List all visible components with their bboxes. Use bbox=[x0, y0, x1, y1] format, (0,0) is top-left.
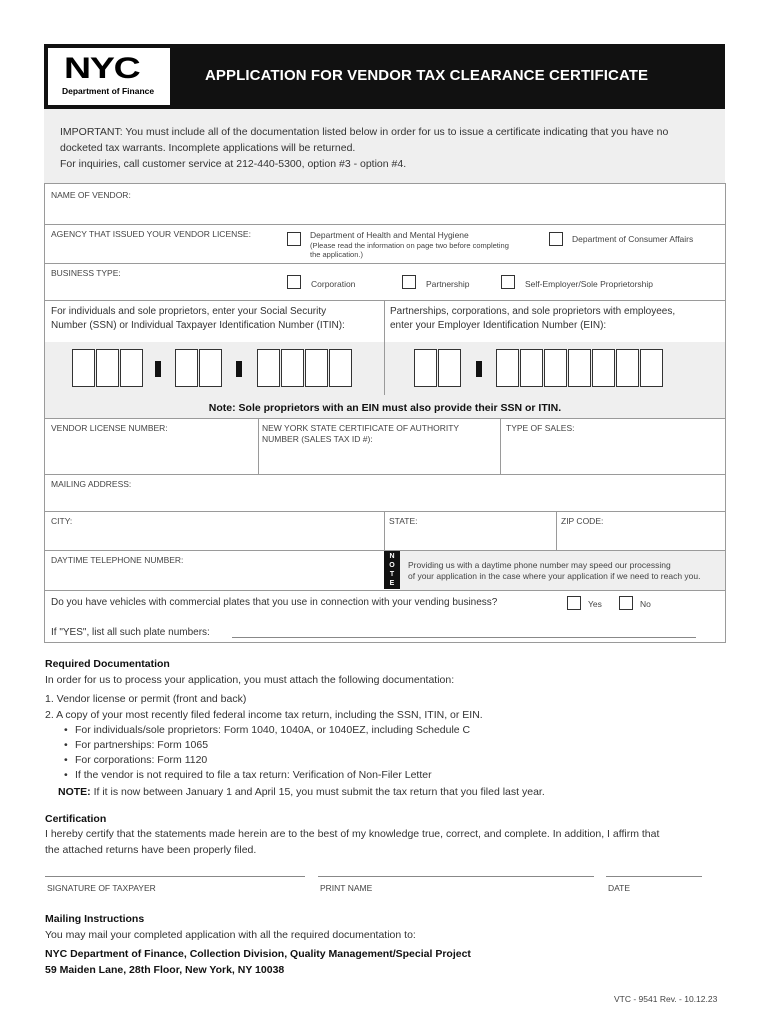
required-bullet: For corporations: Form 1120 bbox=[75, 754, 208, 766]
ssn-digit[interactable] bbox=[175, 349, 198, 387]
bullet-dot: • bbox=[64, 724, 68, 736]
logo-department: Department of Finance bbox=[62, 86, 155, 96]
partnership-checkbox[interactable] bbox=[402, 275, 416, 289]
city-label: CITY: bbox=[51, 516, 73, 526]
ssn-digit[interactable] bbox=[120, 349, 143, 387]
note-letter: E bbox=[389, 580, 395, 587]
note-letter: N bbox=[389, 553, 395, 560]
mailing-address-2: 59 Maiden Lane, 28th Floor, New York, NY 10038 bbox=[45, 964, 285, 976]
ssn-digit[interactable] bbox=[96, 349, 119, 387]
print-name-field[interactable] bbox=[318, 876, 594, 877]
divider bbox=[384, 511, 385, 550]
sole-proprietor-label: Self-Employer/Sole Proprietorship bbox=[525, 279, 654, 289]
required-heading: Required Documentation bbox=[45, 658, 170, 670]
note-text: If it is now between January 1 and April 15, you must submit the tax return that you filed last year. bbox=[90, 786, 545, 798]
ssn-digit[interactable] bbox=[199, 349, 222, 387]
divider bbox=[258, 418, 259, 474]
vendor-license-label: VENDOR LICENSE NUMBER: bbox=[51, 423, 168, 433]
ssn-instruction-2: Number (SSN) or Individual Taxpayer Identification Number (ITIN): bbox=[51, 320, 345, 331]
sole-proprietor-checkbox[interactable] bbox=[501, 275, 515, 289]
required-note bbox=[58, 785, 545, 799]
mailing-heading: Mailing Instructions bbox=[45, 913, 145, 925]
phone-note-2: of your application in the case where your application if we need to reach you. bbox=[408, 571, 701, 581]
plates-label: If "YES", list all such plate numbers: bbox=[51, 627, 210, 638]
signature-field[interactable] bbox=[45, 876, 305, 877]
name-of-vendor-field[interactable] bbox=[45, 201, 725, 223]
required-item-2: 2. A copy of your most recently filed federal income tax return, including the SSN, ITIN, or EIN. bbox=[45, 709, 483, 721]
date-field[interactable] bbox=[606, 876, 702, 877]
divider bbox=[384, 342, 385, 395]
certification-line-2: the attached returns have been properly filed. bbox=[45, 844, 257, 856]
important-line-1: IMPORTANT: You must include all of the documentation listed below in order for us to issue a certificate indicating that you have no bbox=[60, 126, 669, 138]
ein-digit[interactable] bbox=[496, 349, 519, 387]
vehicles-no-checkbox[interactable] bbox=[619, 596, 633, 610]
ssn-separator bbox=[236, 361, 242, 377]
vehicles-yes-label: Yes bbox=[588, 599, 602, 609]
ssn-digit[interactable] bbox=[72, 349, 95, 387]
ein-digit[interactable] bbox=[414, 349, 437, 387]
mailing-line: You may mail your completed application with all the required documentation to: bbox=[45, 929, 416, 941]
dca-label: Department of Consumer Affairs bbox=[572, 234, 694, 244]
ssn-digit[interactable] bbox=[281, 349, 304, 387]
bullet-dot: • bbox=[64, 739, 68, 751]
ssn-digit[interactable] bbox=[305, 349, 328, 387]
dohmh-label: Department of Health and Mental Hygiene bbox=[310, 230, 469, 240]
note-letter: O bbox=[389, 562, 395, 569]
divider bbox=[44, 474, 726, 475]
note-tag bbox=[384, 551, 400, 589]
print-name-label: PRINT NAME bbox=[320, 883, 373, 893]
required-bullet: For partnerships: Form 1065 bbox=[75, 739, 209, 751]
ein-digit[interactable] bbox=[568, 349, 591, 387]
dca-checkbox[interactable] bbox=[549, 232, 563, 246]
form-id: VTC - 9541 Rev. - 10.12.23 bbox=[614, 994, 718, 1004]
signature-label: SIGNATURE OF TAXPAYER bbox=[47, 883, 156, 893]
corporation-label: Corporation bbox=[311, 279, 356, 289]
mailing-address-1: NYC Department of Finance, Collection Division, Quality Management/Special Project bbox=[45, 948, 471, 960]
ein-digit[interactable] bbox=[520, 349, 543, 387]
ssn-separator bbox=[155, 361, 161, 377]
corporation-checkbox[interactable] bbox=[287, 275, 301, 289]
ein-note: Note: Sole proprietors with an EIN must also provide their SSN or ITIN. bbox=[208, 402, 562, 414]
divider bbox=[44, 511, 726, 512]
bullet-dot: • bbox=[64, 769, 68, 781]
important-line-2: docketed tax warrants. Incomplete applications will be returned. bbox=[60, 142, 356, 154]
note-bold: NOTE: bbox=[58, 786, 91, 798]
ein-digit[interactable] bbox=[640, 349, 663, 387]
nys-cert-label-1: NEW YORK STATE CERTIFICATE OF AUTHORITY bbox=[262, 423, 460, 433]
agency-label: AGENCY THAT ISSUED YOUR VENDOR LICENSE: bbox=[51, 229, 251, 239]
mailing-address-label: MAILING ADDRESS: bbox=[51, 479, 132, 489]
ein-instruction-2: enter your Employer Identification Number (EIN): bbox=[390, 320, 607, 331]
ein-digit[interactable] bbox=[438, 349, 461, 387]
type-of-sales-label: TYPE OF SALES: bbox=[506, 423, 575, 433]
ein-digit[interactable] bbox=[544, 349, 567, 387]
ein-digit[interactable] bbox=[616, 349, 639, 387]
bullet-dot: • bbox=[64, 754, 68, 766]
ein-separator bbox=[476, 361, 482, 377]
nys-cert-label-2: NUMBER (SALES TAX ID #): bbox=[262, 434, 373, 444]
phone-note-1: Providing us with a daytime phone number may speed our processing bbox=[408, 560, 671, 570]
required-item-1: 1. Vendor license or permit (front and back) bbox=[45, 693, 247, 705]
ssn-digit[interactable] bbox=[257, 349, 280, 387]
phone-label: DAYTIME TELEPHONE NUMBER: bbox=[51, 555, 184, 565]
ein-instruction-1: Partnerships, corporations, and sole proprietors with employees, bbox=[390, 306, 676, 317]
certification-heading: Certification bbox=[45, 813, 107, 825]
required-bullet: If the vendor is not required to file a tax return: Verification of Non-Filer Letter bbox=[75, 769, 432, 781]
divider bbox=[500, 418, 501, 474]
state-label: STATE: bbox=[389, 516, 418, 526]
vehicles-yes-checkbox[interactable] bbox=[567, 596, 581, 610]
business-type-label: BUSINESS TYPE: bbox=[51, 268, 121, 278]
divider bbox=[44, 263, 726, 264]
ein-digit[interactable] bbox=[592, 349, 615, 387]
dohmh-note-2: the application.) bbox=[310, 250, 363, 259]
logo-text: NYC bbox=[64, 52, 140, 85]
page-title: APPLICATION FOR VENDOR TAX CLEARANCE CERTIFICATE bbox=[205, 67, 649, 84]
note-letter: T bbox=[389, 571, 395, 578]
divider bbox=[44, 300, 726, 301]
ssn-instruction-1: For individuals and sole proprietors, enter your Social Security bbox=[51, 306, 327, 317]
vehicles-no-label: No bbox=[640, 599, 651, 609]
date-label: DATE bbox=[608, 883, 631, 893]
divider bbox=[44, 590, 726, 591]
zip-label: ZIP CODE: bbox=[561, 516, 604, 526]
vehicles-question: Do you have vehicles with commercial plates that you use in connection with your vending business? bbox=[51, 597, 498, 608]
important-notice bbox=[44, 109, 725, 183]
name-of-vendor-label: NAME OF VENDOR: bbox=[51, 190, 131, 200]
certification-line-1: I hereby certify that the statements made herein are to the best of my knowledge true, correct, and complete. In addition, I affirm that bbox=[45, 828, 660, 840]
important-line-3: For inquiries, call customer service at 212-440-5300, option #3 - option #4. bbox=[60, 158, 407, 170]
divider bbox=[556, 511, 557, 550]
divider bbox=[44, 418, 726, 419]
ssn-digit[interactable] bbox=[329, 349, 352, 387]
dohmh-checkbox[interactable] bbox=[287, 232, 301, 246]
required-bullet: For individuals/sole proprietors: Form 1040, 1040A, or 1040EZ, including Schedule C bbox=[75, 724, 471, 736]
partnership-label: Partnership bbox=[426, 279, 470, 289]
divider bbox=[44, 224, 726, 225]
plates-field[interactable] bbox=[232, 637, 696, 638]
required-intro: In order for us to process your application, you must attach the following documentation: bbox=[45, 674, 455, 686]
dohmh-note: (Please read the information on page two before completing bbox=[310, 241, 509, 250]
